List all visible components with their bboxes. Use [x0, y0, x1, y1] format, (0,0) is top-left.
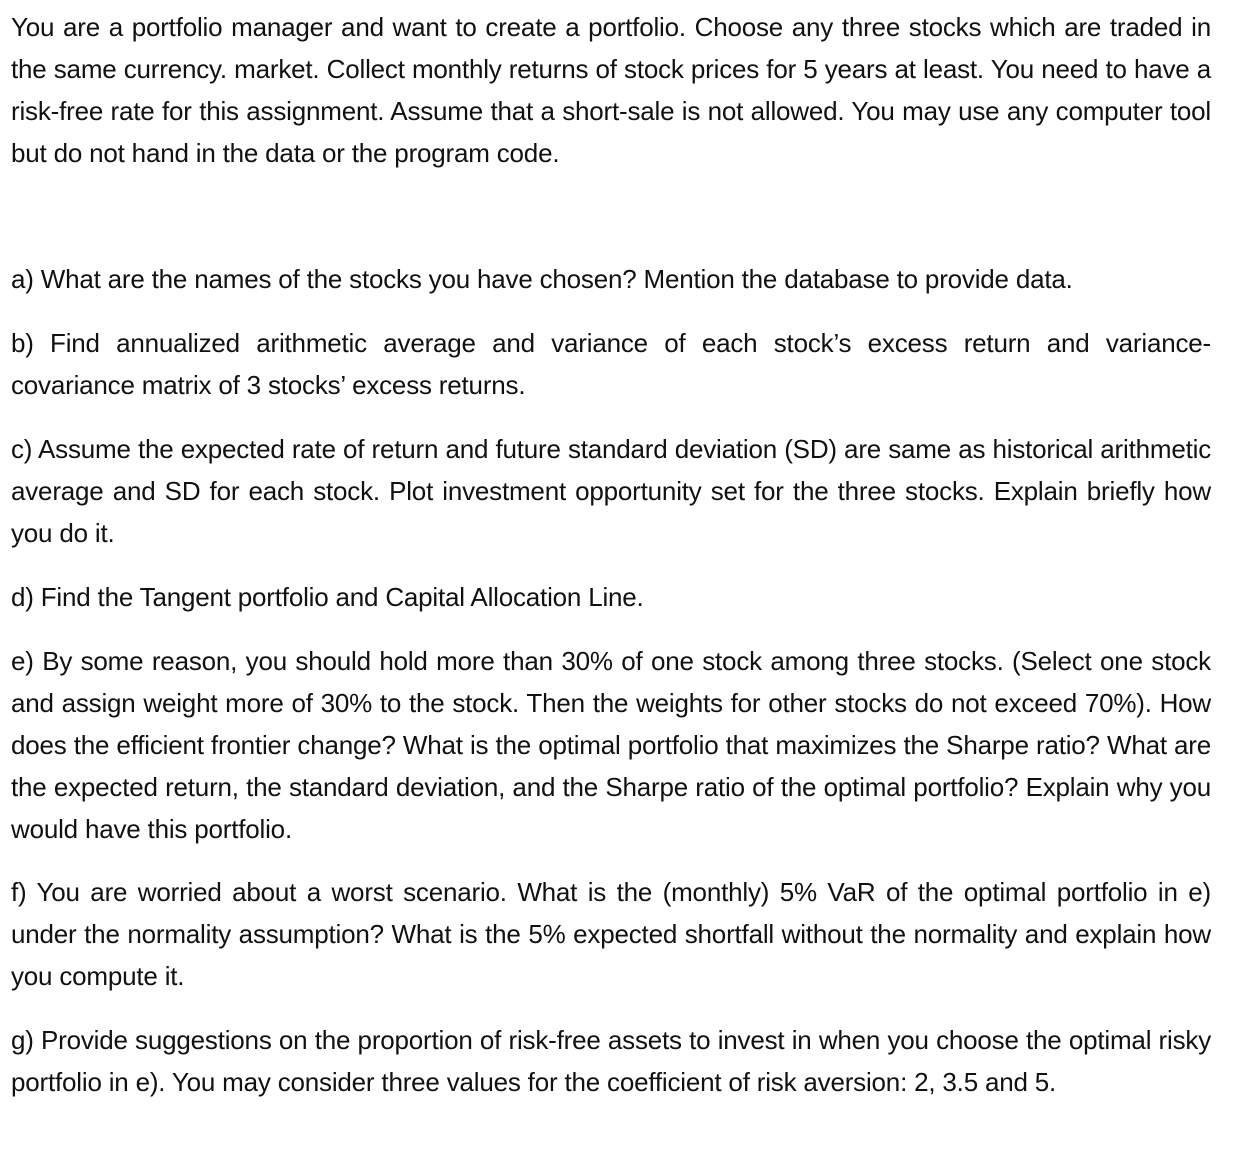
- intro-paragraph: You are a portfolio manager and want to create a portfolio. Choose any three stocks which are traded in the same currency. market. Collect monthly returns of stock prices for 5 years at least. You need to have a risk-free rate for this assignment. Assume that a short-sale is not allowed. You may use any computer tool but do not hand in the data or the program code.: [11, 12, 1211, 168]
- question-a: a) What are the names of the stocks you have chosen? Mention the database to provide data.: [11, 264, 1073, 294]
- question-e: e) By some reason, you should hold more than 30% of one stock among three stocks. (Select one stock and assign weight more of 30% to the stock. Then the weights for other stocks do not exceed 70%). How does the efficient frontier change? What is the optimal portfolio that maximizes the Sharpe ratio? What are the expected return, the standard deviation, and the Sharpe ratio of the optimal portfolio? Explain why you would have this portfolio.: [11, 646, 1211, 844]
- question-b: b) Find annualized arithmetic average and variance of each stock’s excess return and variance-covariance matrix of 3 stocks’ excess returns.: [11, 328, 1211, 400]
- question-g: g) Provide suggestions on the proportion of risk-free assets to invest in when you choose the optimal risky portfolio in e). You may consider three values for the coefficient of risk aversion: 2, 3.5 and 5.: [11, 1025, 1211, 1097]
- question-c: c) Assume the expected rate of return and future standard deviation (SD) are same as historical arithmetic average and SD for each stock. Plot investment opportunity set for the three stocks. Explain briefly how you do it.: [11, 434, 1211, 548]
- question-d: d) Find the Tangent portfolio and Capital Allocation Line.: [11, 582, 644, 612]
- question-f: f) You are worried about a worst scenario. What is the (monthly) 5% VaR of the optimal portfolio in e) under the normality assumption? What is the 5% expected shortfall without the normality and explain how you compute it.: [11, 877, 1211, 991]
